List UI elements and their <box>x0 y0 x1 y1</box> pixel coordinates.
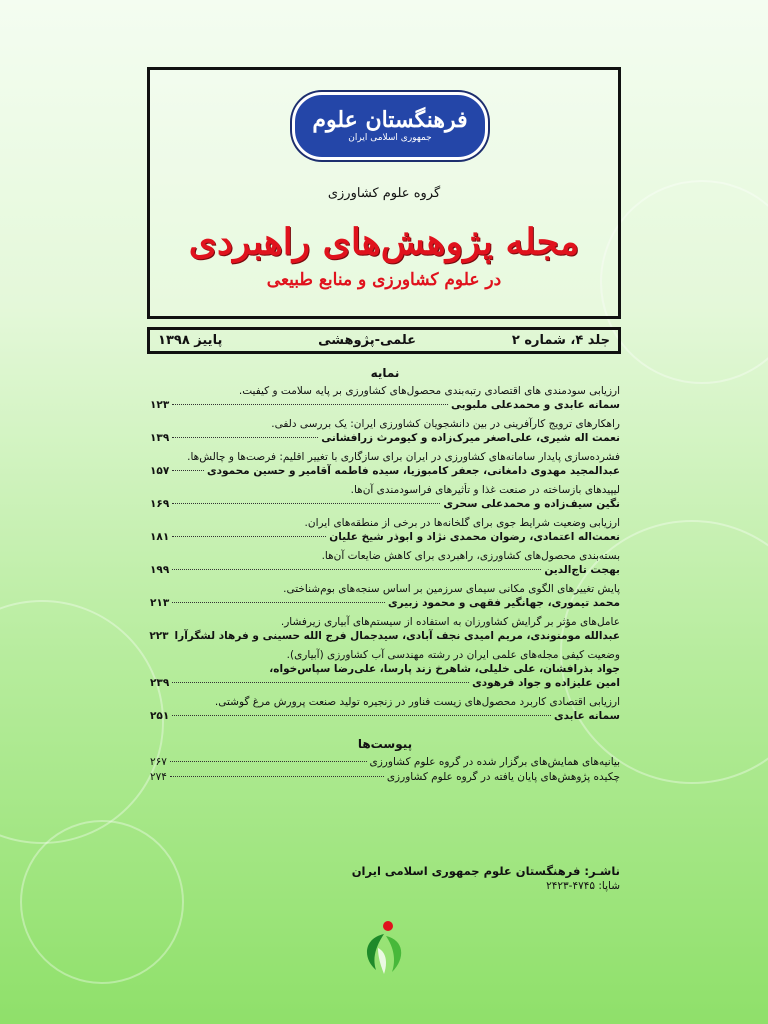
entry-title: عامل‌های مؤثر بر گرایش کشاورزان به استفاده از سیستم‌های آبیاری زیرفشار. <box>280 616 620 628</box>
issue-bar <box>147 327 621 354</box>
toc-entry[interactable] <box>150 695 620 723</box>
publisher-name: ناشـر: فرهنگستان علوم جمهوری اسلامی ایران <box>351 864 620 878</box>
appendix-item[interactable] <box>150 770 620 785</box>
toc-entry[interactable] <box>150 549 620 577</box>
entry-page: ۲۳۹ <box>150 677 170 689</box>
appendix-label: چکیده پژوهش‌های پایان یافته در گروه علوم کشاورزی <box>386 771 620 783</box>
toc-entry[interactable] <box>150 648 620 690</box>
leader-dots <box>172 682 469 683</box>
entry-page: ۱۲۳ <box>150 399 170 411</box>
toc-entry[interactable] <box>150 582 620 610</box>
appendix-item[interactable] <box>150 755 620 770</box>
logo-subtitle: جمهوری اسلامی ایران <box>348 133 432 143</box>
entry-authors: نگین سیف‌زاده و محمدعلی سحری <box>443 498 620 510</box>
entry-page: ۲۲۳ <box>149 630 169 642</box>
entry-page: ۱۵۷ <box>150 465 170 477</box>
issue-volume: جلد ۴، شماره ۲ <box>511 333 610 348</box>
leader-dots <box>170 776 384 777</box>
leaf-emblem-icon <box>354 918 414 978</box>
leader-dots <box>172 715 551 716</box>
entry-authors: نعمت‌اله اعتمادی، رضوان محمدی نژاد و ابوذر شیخ علیان <box>329 531 620 543</box>
group-name: گروه علوم کشاورزی <box>327 186 441 201</box>
entry-authors: امین علیزاده و جواد فرهودی <box>472 677 620 689</box>
appendix-page: ۲۷۴ <box>150 771 167 783</box>
toc-entry[interactable] <box>150 450 620 478</box>
entry-authors: سمانه عابدی و محمدعلی ملبوبی <box>451 399 620 411</box>
leader-dots <box>172 569 541 570</box>
journal-title: مجله پژوهش‌های راهبردی <box>188 221 580 263</box>
issue-type: علمی-پژوهشی <box>318 333 417 348</box>
toc-entry[interactable] <box>150 417 620 445</box>
entry-authors-line1: جواد بذرافشان، علی خلیلی، شاهرخ زند پارسا، علی‌رضا سپاس‌خواه، <box>269 663 620 675</box>
leader-dots <box>170 761 367 762</box>
entry-title: ارزیابی وضعیت شرایط جوی برای گلخانه‌ها در برخی از منطقه‌های ایران. <box>304 517 620 529</box>
table-of-contents <box>150 366 620 785</box>
entry-page: ۱۶۹ <box>150 498 170 510</box>
leader-dots <box>172 503 440 504</box>
entry-authors: عبدالله مومنوندی، مریم امیدی نجف آبادی، سیدجمال فرج الله حسینی و فرهاد لشگرآرا <box>174 630 620 642</box>
toc-entry[interactable] <box>150 483 620 511</box>
entry-page: ۱۸۱ <box>150 531 170 543</box>
entry-title: ارزیابی اقتصادی کاربرد محصول‌های زیست فناور در زنجیره تولید صنعت پرورش مرغ گوشتی. <box>214 696 620 708</box>
appendix-page: ۲۶۷ <box>150 756 167 768</box>
background-swirl <box>20 820 184 984</box>
logo-title: فرهنگستان علوم <box>312 107 468 133</box>
background-swirl <box>600 180 768 384</box>
entry-authors: محمد تیموری، جهانگیر فقهی و محمود زبیری <box>388 597 620 609</box>
entry-title: راهکارهای ترویج کارآفرینی در بین دانشجویان کشاورزی ایران: یک بررسی دلفی. <box>271 418 620 430</box>
entry-authors: نعمت اله شیری، علی‌اصغر میرک‌زاده و کیومرث زرافشانی <box>321 432 620 444</box>
entry-authors: عبدالمجید مهدوی دامغانی، جعفر کامبوزیا، سیده فاطمه آقامیر و حسین محمودی <box>206 465 620 477</box>
leader-dots <box>172 470 204 471</box>
issue-date: پاییز ۱۳۹۸ <box>158 333 223 348</box>
entry-authors: بهجت تاج‌الدین <box>544 564 620 576</box>
leader-dots <box>172 602 385 603</box>
leader-dots <box>172 536 326 537</box>
toc-entry[interactable] <box>150 516 620 544</box>
leader-dots <box>172 437 318 438</box>
entry-page: ۱۹۹ <box>150 564 170 576</box>
entry-title: فشرده‌سازی پایدار سامانه‌های کشاورزی در ایران برای سازگاری با تغییر اقلیم: فرصت‌ها و چالش‌ها. <box>187 451 620 463</box>
toc-entry[interactable] <box>150 615 620 643</box>
background-swirl <box>0 600 164 844</box>
entry-title: بسته‌بندی محصول‌های کشاورزی، راهبردی برای کاهش ضایعات آن‌ها. <box>321 550 620 562</box>
leader-dots <box>172 404 448 405</box>
entry-page: ۲۵۱ <box>150 710 170 722</box>
publisher-info <box>150 863 620 893</box>
entry-page: ۱۳۹ <box>150 432 170 444</box>
entry-page: ۲۱۳ <box>150 597 170 609</box>
issn: شاپا: ۴۷۴۵-۲۴۲۳ <box>546 880 620 892</box>
toc-entry[interactable] <box>150 384 620 412</box>
journal-header-box <box>147 67 621 319</box>
entry-title: وضعیت کیفی مجله‌های علمی ایران در رشته مهندسی آب کشاورزی (آبیاری). <box>286 649 620 661</box>
toc-heading: نمایه <box>370 366 400 380</box>
journal-subtitle: در علوم کشاورزی و منابع طبیعی <box>266 270 502 290</box>
entry-authors: سمانه عابدی <box>553 710 620 722</box>
entry-title: ارزیابی سودمندی های اقتصادی رتبه‌بندی محصول‌های کشاورزی بر پایه سلامت و کیفیت. <box>238 385 620 397</box>
entry-title: لیپیدهای بازساخته در صنعت غذا و تأثیرهای فراسودمندی آن‌ها. <box>350 484 620 496</box>
entry-title: پایش تغییرهای الگوی مکانی سیمای سرزمین بر اساس سنجه‌های بوم‌شناختی. <box>283 583 620 595</box>
academy-logo <box>292 92 488 160</box>
appendix-label: بیانیه‌های همایش‌های برگزار شده در گروه علوم کشاورزی <box>369 756 620 768</box>
appendix-heading: پیوست‌ها <box>357 737 413 751</box>
